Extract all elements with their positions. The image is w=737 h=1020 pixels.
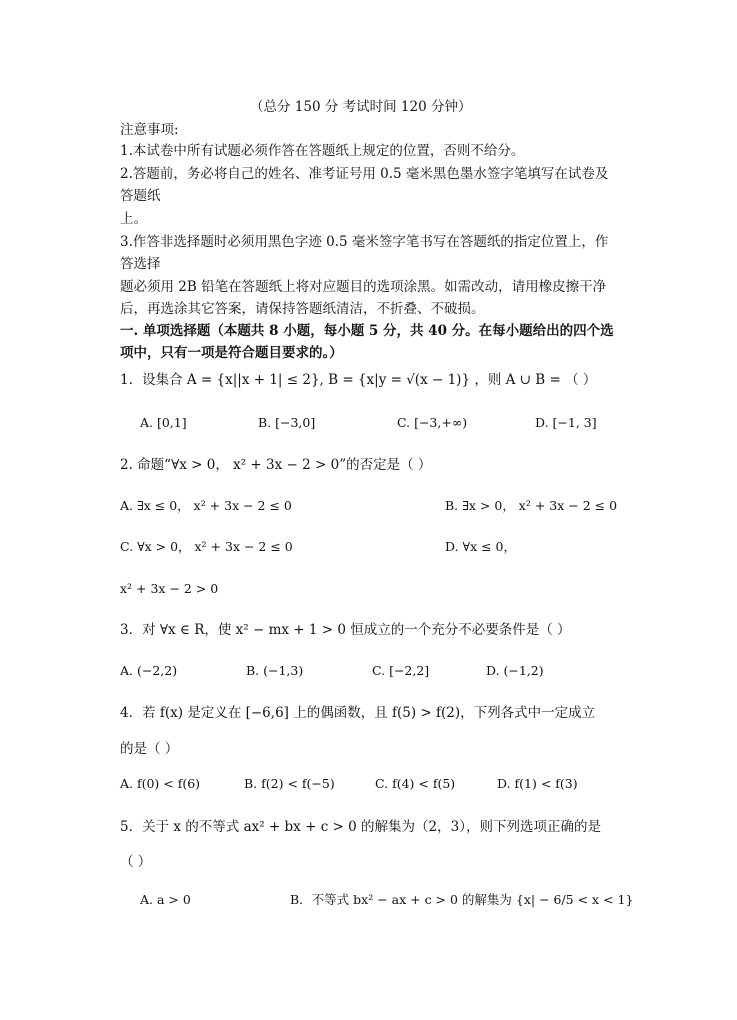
question-5-option-b: B．不等式 bx² − ax + c > 0 的解集为 {x| − 6/5 < x < 1}: [290, 892, 634, 907]
section-heading-cont: 项中，只有一项是符合题目要求的。）: [120, 345, 343, 361]
question-1-option-c: C. [−3,+∞): [397, 415, 468, 430]
exam-header: （总分 150 分 考试时间 120 分钟）: [250, 99, 472, 115]
section-heading: 一. 单项选择题（本题共 8 小题，每小题 5 分，共 40 分。在每小题给出的四个选: [120, 323, 614, 339]
question-2-stem: 2. 命题“∀x > 0， x² + 3x − 2 > 0”的否定是（ ）: [120, 457, 432, 473]
question-4-stem-cont: 的是（ ）: [120, 741, 179, 757]
question-4-option-b: B. f(2) < f(−5): [244, 776, 335, 791]
question-1-option-a: A. [0,1]: [140, 415, 187, 430]
question-1-option-d: D. [−1, 3]: [535, 415, 597, 430]
question-3-option-b: B. (−1,3): [246, 663, 304, 678]
question-3-option-a: A. (−2,2): [120, 663, 178, 678]
notice-item-3-cont2: 题必须用 2B 铅笔在答题纸上将对应题目的选项涂黑。如需改动，请用橡皮擦干净: [120, 279, 607, 295]
question-5-stem-cont: （ ）: [120, 854, 152, 870]
question-2-option-b: B. ∃x > 0， x² + 3x − 2 ≤ 0: [445, 498, 618, 513]
notice-title: 注意事项:: [120, 122, 179, 138]
question-2-option-a: A. ∃x ≤ 0， x² + 3x − 2 ≤ 0: [120, 498, 292, 513]
question-4-option-a: A. f(0) < f(6): [120, 776, 201, 791]
question-5-stem: 5．关于 x 的不等式 ax² + bx + c > 0 的解集为（2，3），则下列选项正确的是: [120, 819, 601, 835]
question-2-option-c: C. ∀x > 0， x² + 3x − 2 ≤ 0: [120, 539, 293, 554]
notice-item-2: 2.答题前，务必将自己的姓名、准考证号用 0.5 毫米黑色墨水签字笔填写在试卷及: [120, 166, 609, 182]
question-4-stem: 4．若 f(x) 是定义在 [−6,6] 上的偶函数，且 f(5) > f(2)，下列各式中一定成立: [120, 705, 596, 721]
question-4-option-d: D. f(1) < f(3): [497, 776, 578, 791]
notice-item-3-cont3: 后，再选涂其它答案，请保持答题纸清洁，不折叠、不破损。: [120, 301, 485, 317]
question-4-option-c: C. f(4) < f(5): [375, 776, 456, 791]
notice-item-1: 1.本试卷中所有试题必须作答在答题纸上规定的位置，否则不给分。: [120, 143, 525, 159]
question-2-option-d-cont: x² + 3x − 2 > 0: [120, 581, 219, 596]
question-1-option-b: B. [−3,0]: [258, 415, 316, 430]
notice-item-2-cont2: 上。: [120, 211, 147, 227]
question-3-option-d: D. (−1,2): [486, 663, 544, 678]
notice-item-3-cont: 答选择: [120, 256, 161, 272]
notice-item-3: 3.作答非选择题时必须用黑色字迹 0.5 毫米签字笔书写在答题纸的指定位置上，作: [120, 234, 609, 250]
question-5-option-a: A. a > 0: [140, 892, 191, 907]
question-2-option-d: D. ∀x ≤ 0，: [445, 539, 516, 554]
question-3-option-c: C. [−2,2]: [372, 663, 430, 678]
notice-item-2-cont: 答题纸: [120, 188, 161, 204]
question-1-stem: 1．设集合 A = {x||x + 1| ≤ 2}, B = {x|y = √(x − 1)} ，则 A ∪ B = （ ）: [120, 372, 597, 388]
question-3-stem: 3．对 ∀x ∈ R，使 x² − mx + 1 > 0 恒成立的一个充分不必要条件是（ ）: [120, 622, 571, 638]
